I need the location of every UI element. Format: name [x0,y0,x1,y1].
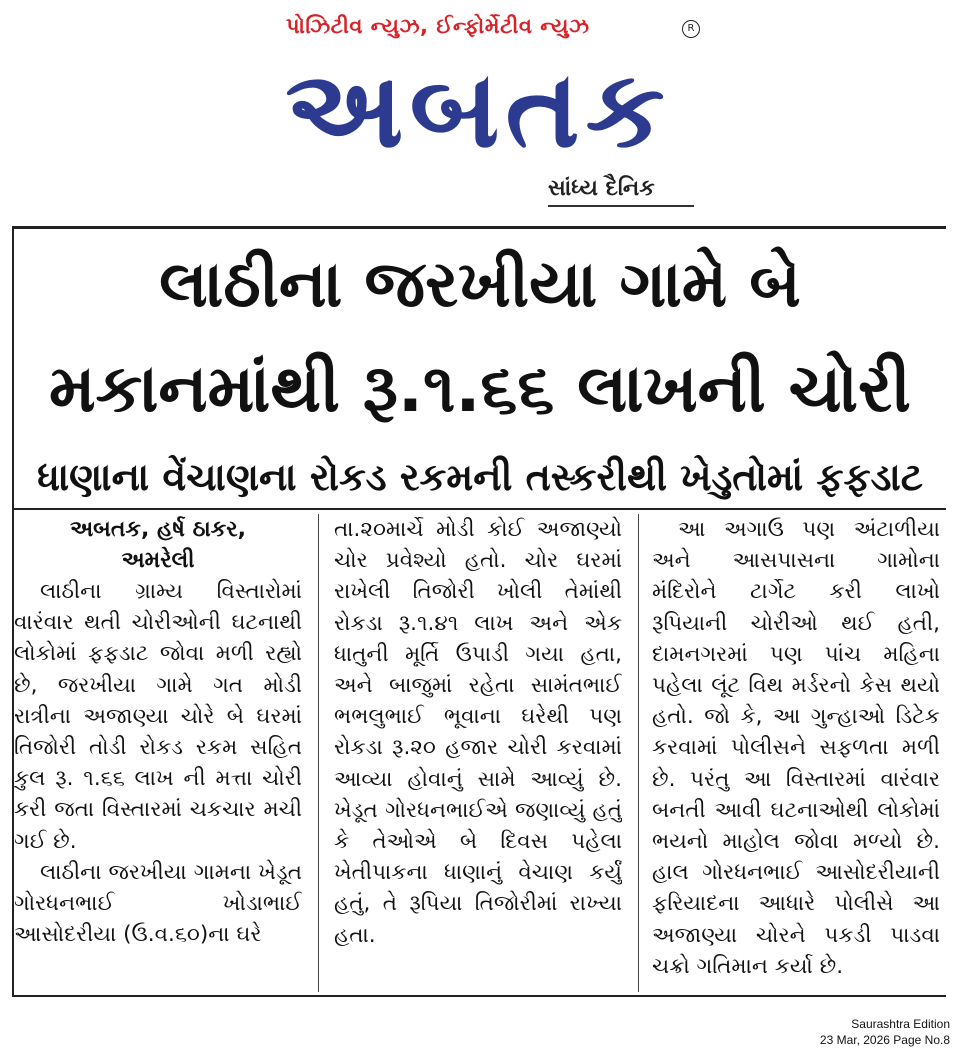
headline-line-2: મકાનમાંથી રૂ.૧.૬૬ લાખની ચોરી [49,350,911,427]
subheadline: ધાણાના વેંચાણના રોકડ રકમની તસ્કરીથી ખેડુતોમાં ફફડાટ [37,455,923,499]
column-divider-1 [318,514,319,992]
newspaper-logo: અબતક [285,48,671,172]
column-divider-2 [638,514,639,992]
column-1-paragraph-2: લાઠીના જરખીયા ગામના ખેડૂત ગોરધનભાઈ ખોડાભાઈ આસોદરીયા (ઉ.વ.૬૦)ના ઘરે [14,859,302,948]
article-column-3 [652,514,940,994]
column-3-paragraph-1: આ અગાઉ પણ અંટાળીયા અને આસપાસના ગામોના મંદિરોને ટાર્ગેટ કરી લાખો રૂપિયાની ચોરીઓ થઈ હતી, દામનગરમાં પણ પાંચ મહિના પહેલા લૂંટ વિથ મર્ડરનો કેસ થયો હતો. જો કે, આ ગુન્હાઓ ડિટેક કરવામાં પોલીસને સફળતા મળી છે. પરંતુ આ વિસ્તારમાં વારંવાર બનતી આવી ઘટનાઓથી લોકોમાં ભયનો માહોલ જોવા મળ્યો છે. હાલ ગોરધનભાઈ આસોદરીયાની ફરિયાદના આધારે પોલીસે આ અજાણ્યા ચોરને પકડી પાડવા ચક્રો ગતિમાન કર્યા છે. [652,517,940,979]
logo-underline [548,205,694,207]
masthead-tagline: પોઝિટીવ ન્યુઝ, ઈન્ફોર્મેટીવ ન્યુઝ [286,14,590,38]
headline-line-1: લાઠીના જરખીયા ગામે બે [159,248,801,322]
article-column-2 [334,514,622,994]
article-top-rule [12,226,946,229]
masthead [0,0,958,215]
edition-info [820,1016,950,1048]
column-1-paragraph-1: લાઠીના ગ્રામ્ય વિસ્તારોમાં વારંવાર થતી ચોરીઓની ઘટનાથી લોકોમાં ફફડાટ જોવા મળી રહ્યો છે, જરખીયા ગામે ગત મોડી રાત્રીના અજાણ્યા ચોરે બે ઘરમાં તિજોરી તોડી રોકડ રકમ સહિત કુલ રૂ. ૧.૬૬ લાખ ની મત્તા ચોરી કરી જતા વિસ્તારમાં ચકચાર મચી ગઈ છે. [14,579,302,854]
column-2-paragraph-1: તા.૨૦માર્ચે મોડી કોઈ અજાણ્યો ચોર પ્રવેશ્યો હતો. ચોર ઘરમાં રાખેલી તિજોરી ખોલી તેમાંથી રોકડા રૂ.૧.૪૧ લાખ અને એક ધાતુની મૂર્તિ ઉપાડી ગયા હતા, અને બાજુમાં રહેતા સામંતભાઈ ભભલુભાઈ ભૂવાના ઘરેથી પણ રોકડા રૂ.૨૦ હજાર ચોરી કરવામાં આવ્યા હોવાનું સામે આવ્યું છે. ખેડૂત ગોરધનભાઈએ જણાવ્યું હતું કે તેઓએ બે દિવસ પહેલા ખેતીપાકના ધાણાનું વેચાણ કર્યું હતું, તે રૂપિયા તિજોરીમાં રાખ્યા હતા. [334,517,622,948]
article-bottom-rule [12,995,946,997]
edition-date-page: 23 Mar, 2026 Page No.8 [819,1033,950,1047]
byline-line-1: અબતક, હર્ષ ઠાકર, [69,517,247,542]
masthead-subtitle: સાંધ્ય દૈનિક [548,176,655,201]
article-column-1 [14,514,302,994]
subheadline-rule [12,508,946,510]
byline-line-2: અમરેલી [121,548,195,573]
edition-name: Saurashtra Edition [851,1017,950,1031]
registered-mark-icon: R [682,20,700,38]
